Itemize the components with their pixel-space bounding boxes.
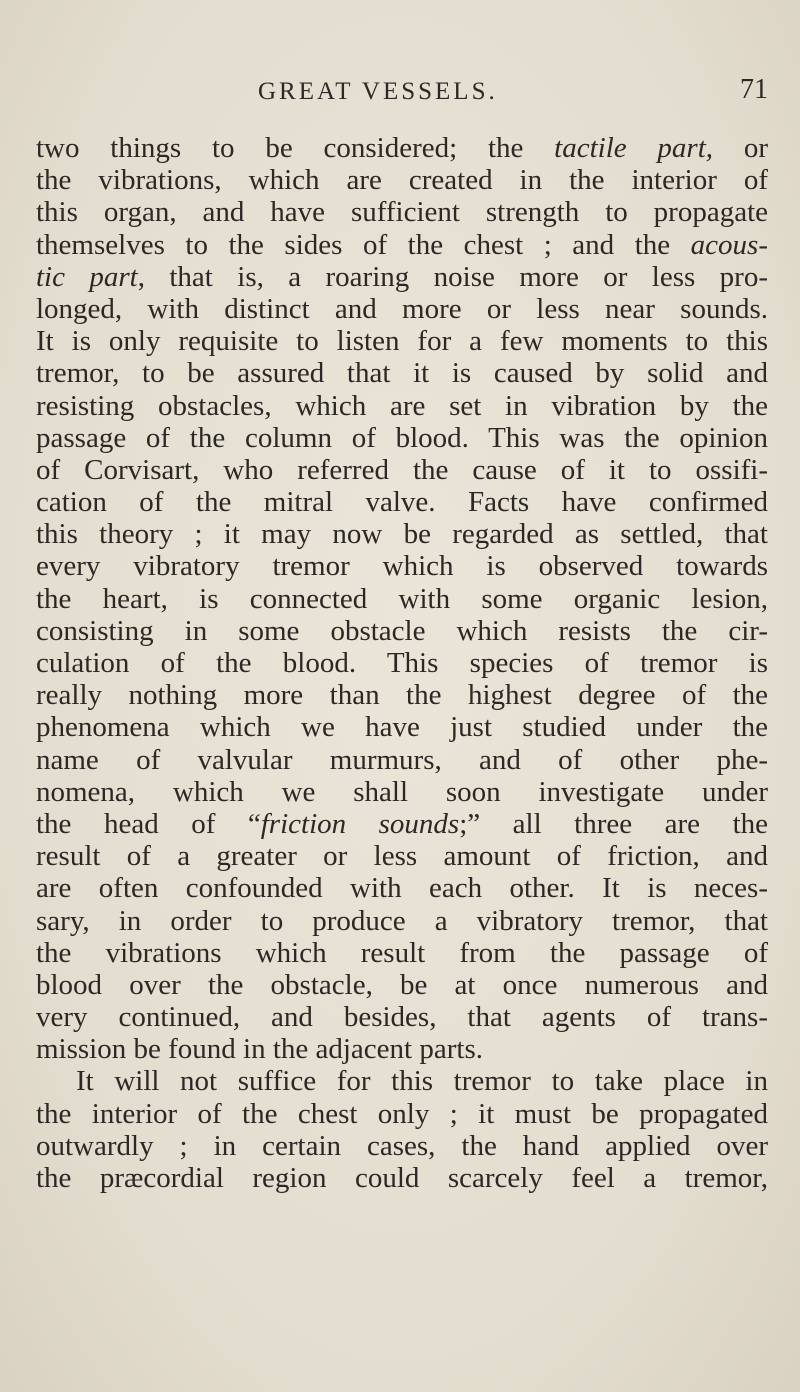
text-line: the vibrations, which are created in the interior of: [36, 164, 768, 197]
text-line: result of a greater or less amount of friction, and: [36, 840, 768, 873]
italic-term: acous-: [690, 228, 768, 261]
text-line: tremor, to be assured that it is caused by solid and: [36, 357, 768, 390]
text-line: mission be found in the adjacent parts.: [36, 1033, 483, 1066]
text-line: consisting in some obstacle which resists the cir-: [36, 614, 768, 647]
text-line: longed, with distinct and more or less near sounds.: [36, 292, 768, 325]
text-line: this organ, and have sufficient strength to propagate: [36, 196, 768, 229]
text-line: of Corvisart, who referred the cause of it to ossifi-: [36, 453, 768, 486]
text-line: It will not suffice for this tremor to take place in: [76, 1065, 768, 1098]
italic-term: friction sounds: [260, 807, 460, 840]
text-line: very continued, and besides, that agents of trans-: [36, 1001, 768, 1034]
text-line: two things to be considered; the tactile part, or: [36, 132, 768, 164]
text-line: the præcordial region could scarcely feel a tremor,: [36, 1162, 768, 1194]
text-line: this theory ; it may now be regarded as settled, that: [36, 518, 768, 551]
text-line: nomena, which we shall soon investigate under: [36, 775, 768, 808]
italic-term: tactile part,: [554, 132, 714, 164]
text-line: cation of the mitral valve. Facts have confirmed: [36, 486, 768, 519]
text-line: are often confounded with each other. It is neces-: [36, 872, 768, 905]
page-number: 71: [740, 74, 768, 105]
text-line: themselves to the sides of the chest ; and the acous-: [36, 228, 768, 261]
text-line: name of valvular murmurs, and of other phe-: [36, 743, 768, 776]
text-line: really nothing more than the highest degree of the: [36, 679, 768, 712]
text-line: the heart, is connected with some organic lesion,: [36, 582, 768, 615]
text-line: the interior of the chest only ; it must be propagated: [36, 1097, 768, 1130]
text-line: phenomena which we have just studied under the: [36, 711, 768, 744]
body-text: [36, 132, 768, 1194]
running-head: GREAT VESSELS.: [258, 78, 498, 105]
italic-term: tic part: [36, 260, 138, 293]
page-header: [0, 74, 800, 114]
text-line: the head of “friction sounds;” all three are the: [36, 807, 768, 840]
text-line: the vibrations which result from the passage of: [36, 936, 768, 969]
text-line: outwardly ; in certain cases, the hand applied over: [36, 1129, 768, 1162]
text-line: It is only requisite to listen for a few moments to this: [36, 325, 768, 358]
text-line: passage of the column of blood. This was the opinion: [36, 421, 768, 454]
text-line: tic part, that is, a roaring noise more or less pro-: [36, 260, 768, 293]
text-line: sary, in order to produce a vibratory tremor, that: [36, 904, 768, 937]
text-line: culation of the blood. This species of tremor is: [36, 647, 768, 679]
text-line: every vibratory tremor which is observed towards: [36, 550, 768, 583]
text-line: blood over the obstacle, be at once numerous and: [36, 968, 768, 1001]
text-line: resisting obstacles, which are set in vibration by the: [36, 389, 768, 422]
